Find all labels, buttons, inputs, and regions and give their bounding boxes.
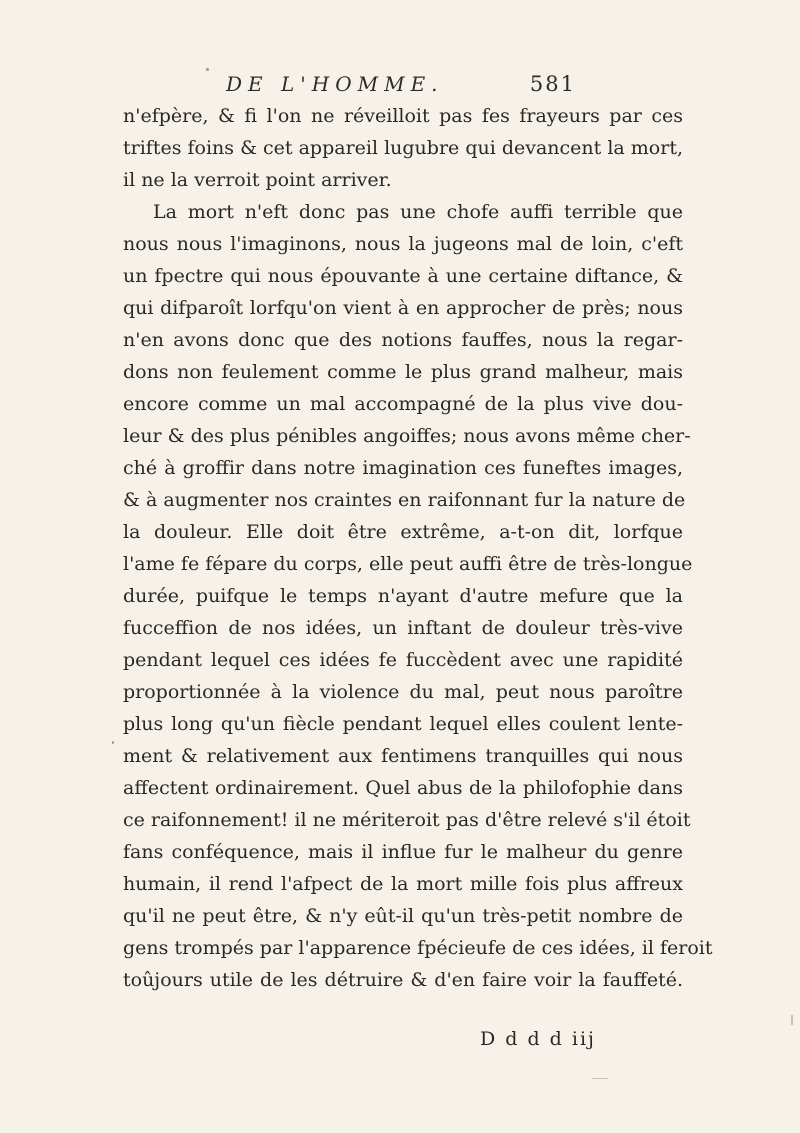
text-line: affectent ordinairement. Quel abus de la philofophie dans [123,777,683,799]
running-head [226,72,576,100]
text-line: fans conféquence, mais il influe fur le malheur du genre [123,841,683,863]
text-line: un fpectre qui nous épouvante à une certaine diftance, & [123,265,683,287]
text-line: ché à groffir dans notre imagination ces funeftes images, [123,457,683,479]
paper-speck [112,741,114,744]
text-line: & à augmenter nos craintes en raifonnant fur la nature de [123,489,686,511]
text-line: leur & des plus pénibles angoiffes; nous avons même cher- [123,425,691,447]
text-line: qu'il ne peut être, & n'y eût-il qu'un très-petit nombre de [123,905,683,927]
text-line: pendant lequel ces idées fe fuccèdent avec une rapidité [123,649,683,671]
paper-speck [206,68,209,71]
text-line: fucceffion de nos idées, un inftant de douleur très-vive [123,617,683,639]
text-line: nous nous l'imaginons, nous la jugeons mal de loin, c'eft [123,233,683,255]
text-line: ment & relativement aux fentimens tranquilles qui nous [123,745,683,767]
text-line: triftes foins & cet appareil lugubre qui devancent la mort, [123,137,683,159]
text-line: n'efpère, & fi l'on ne réveilloit pas fes frayeurs par ces [123,105,683,127]
text-line: gens trompés par l'apparence fpécieufe de ces idées, il feroit [123,937,713,959]
signature-mark: D d d d iij [480,1028,596,1050]
text-line: plus long qu'un fiècle pendant lequel elles coulent lente- [123,713,683,735]
page-number: 581 [529,72,576,96]
text-line: toûjours utile de les détruire & d'en faire voir la fauffeté. [123,969,683,991]
text-line: ce raifonnement! il ne mériteroit pas d'être relevé s'il étoit [123,809,691,831]
text-line: durée, puifque le temps n'ayant d'autre mefure que la [123,585,683,607]
body-text [123,100,713,996]
text-line: dons non feulement comme le plus grand malheur, mais [123,361,683,383]
text-line: humain, il rend l'afpect de la mort mille fois plus affreux [123,873,683,895]
paper-mark [791,1015,793,1025]
text-line: il ne la verroit point arriver. [123,169,392,191]
text-line: proportionnée à la violence du mal, peut nous paroître [123,681,683,703]
text-line: la douleur. Elle doit être extrême, a-t-on dit, lorfque [123,521,683,543]
text-line: encore comme un mal accompagné de la plus vive dou- [123,393,683,415]
text-line: l'ame fe fépare du corps, elle peut auffi être de très-longue [123,553,693,575]
text-line: La mort n'eft donc pas une chofe auffi terrible que [153,201,683,223]
text-line: qui difparoît lorfqu'on vient à en approcher de près; nous [123,297,683,319]
paper-mark [592,1078,608,1079]
running-head-title: DE L'HOMME. [226,72,444,96]
text-line: n'en avons donc que des notions fauffes, nous la regar- [123,329,683,351]
